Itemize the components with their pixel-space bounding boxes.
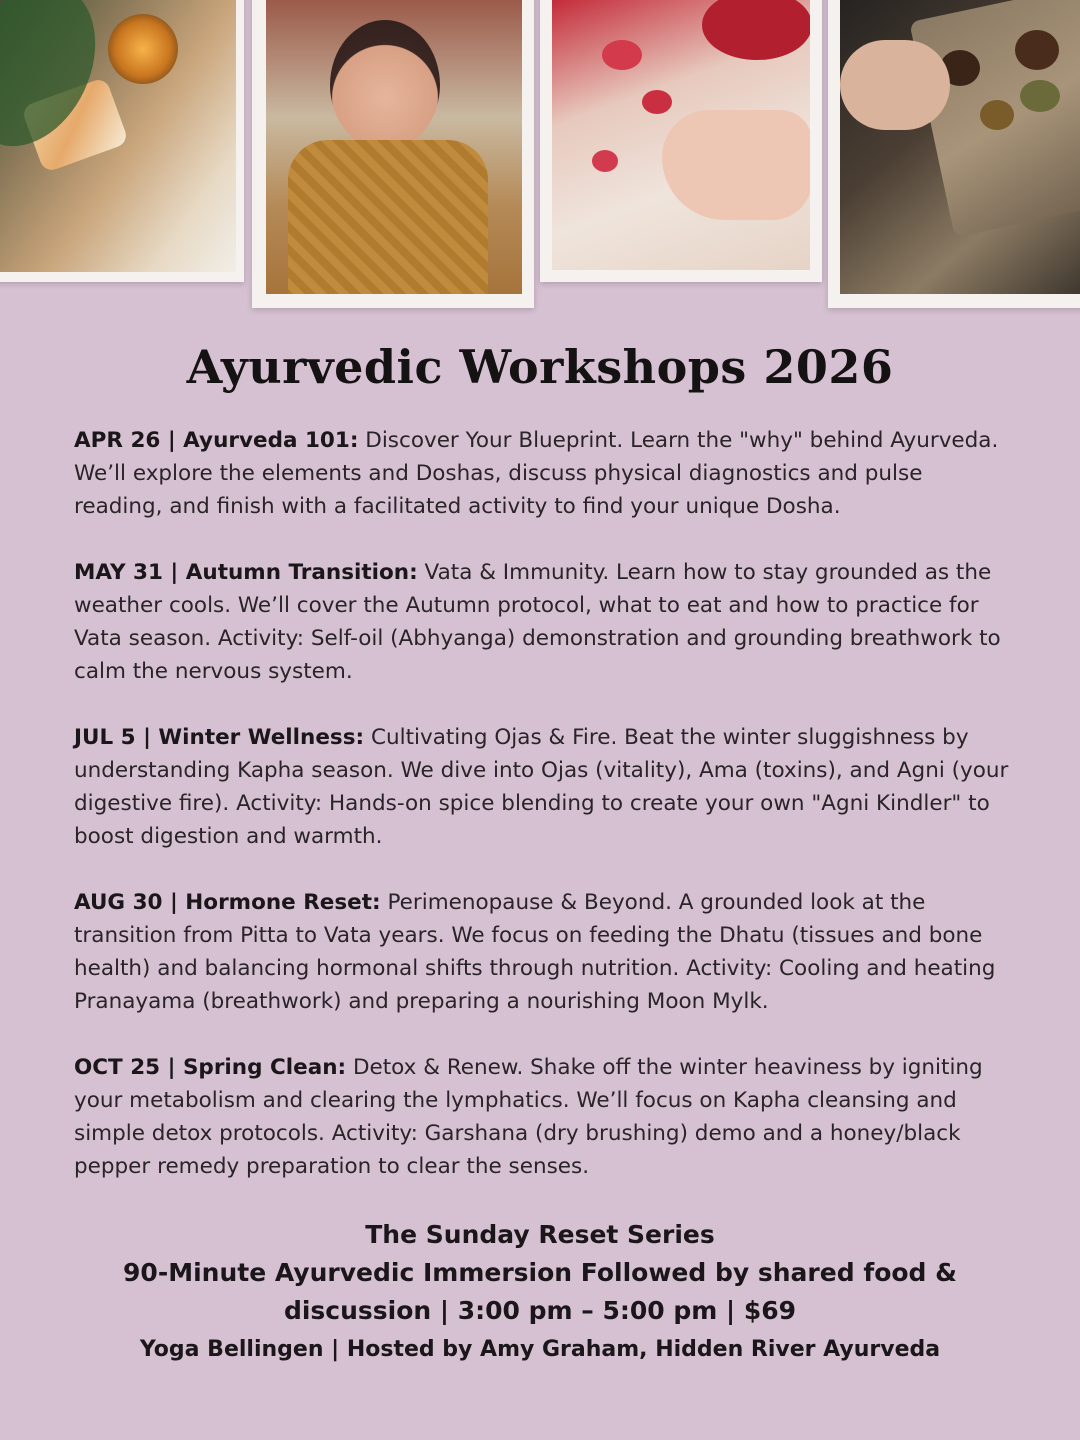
venue-host: Yoga Bellingen | Hosted by Amy Graham, Hidden River Ayurveda [139,1337,941,1362]
page-title: Ayurvedic Workshops 2026 [186,340,894,394]
host-portrait-photo [252,0,534,308]
workshop-heading: AUG 30 | Hormone Reset: [74,890,381,915]
series-title: The Sunday Reset Series [365,1220,715,1249]
workshop-item [74,556,1014,688]
workshop-item [74,886,1014,1018]
workshop-description: Vata & Immunity. Learn how to stay grounded as the weather cools. We’ll cover the Autumn protocol, what to eat and how to practice for Vata season. Activity: Self-oil (Abhyanga) demonstration and grounding breathwork to calm the nervous system. [74,560,1001,684]
workshop-item [74,1051,1014,1183]
event-footer [0,1216,1080,1370]
workshop-heading: MAY 31 | Autumn Transition: [74,560,418,585]
workshop-description: Discover Your Blueprint. Learn the "why" behind Ayurveda. We’ll explore the elements and Doshas, discuss physical diagnostics and pulse reading, and finish with a facilitated activity to find your unique Dosha. [74,428,999,519]
rose-petals-photo [540,0,822,282]
workshop-item [74,424,1014,523]
workshop-description: Detox & Renew. Shake off the winter heaviness by igniting your metabolism and clearing the lymphatics. We’ll focus on Kapha cleansing and simple detox protocols. Activity: Garshana (dry brushing) demo and a honey/black pepper remedy preparation to clear the senses. [74,1055,983,1179]
workshop-item [74,721,1014,853]
workshop-heading: OCT 25 | Spring Clean: [74,1055,347,1080]
candle-crystals-photo [0,0,244,282]
workshop-description: Cultivating Ojas & Fire. Beat the winter sluggishness by understanding Kapha season. We dive into Ojas (vitality), Ama (toxins), and Agni (your digestive fire). Activity: Hands-on spice blending to create your own "Agni Kindler" to boost digestion and warmth. [74,725,1009,849]
workshop-description: Perimenopause & Beyond. A grounded look at the transition from Pitta to Vata years. We focus on feeding the Dhatu (tissues and bone health) and balancing hormonal shifts through nutrition. Activity: Cooling and heating Pranayama (breathwork) and preparing a nourishing Moon Mylk. [74,890,996,1014]
event-details: 90-Minute Ayurvedic Immersion Followed by shared food & discussion | 3:00 pm – 5:00 pm | $69 [123,1258,957,1325]
workshop-heading: JUL 5 | Winter Wellness: [74,725,365,750]
workshop-list [74,424,1014,1216]
spices-photo [828,0,1080,308]
workshop-heading: APR 26 | Ayurveda 101: [74,428,359,453]
